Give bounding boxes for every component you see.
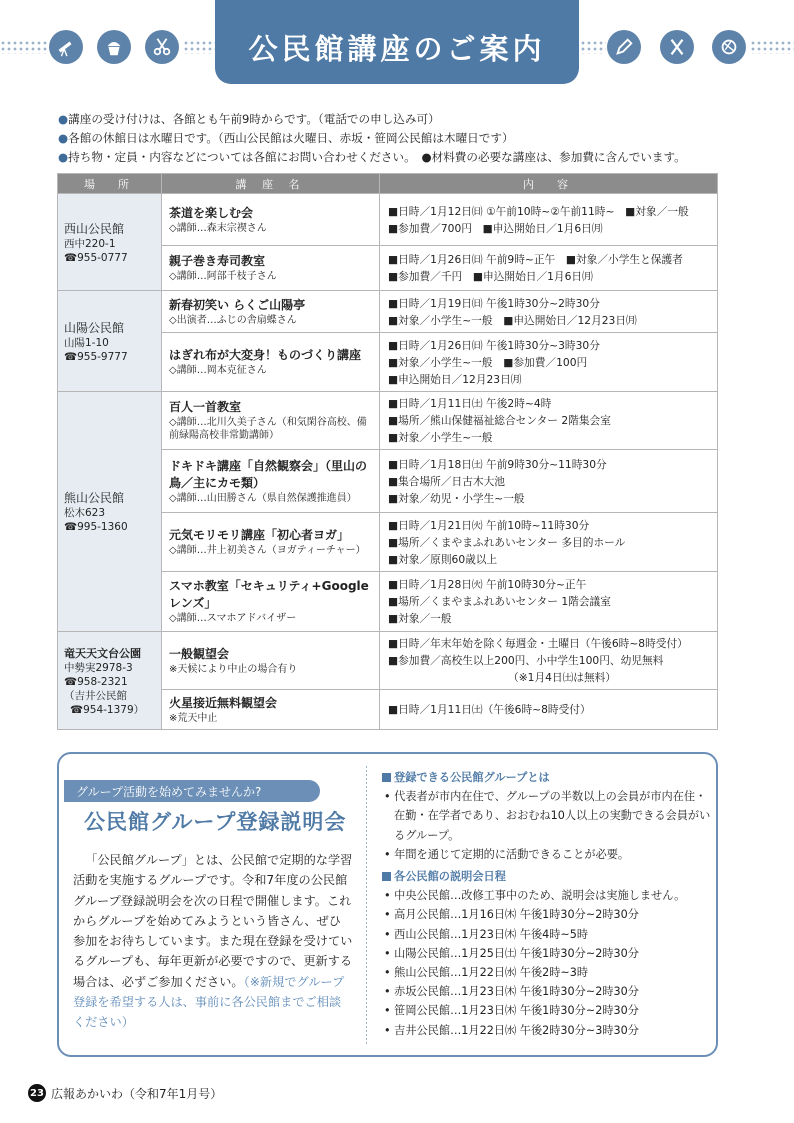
detail-cell: ■日時／1月11日㈯ 午後2時~4時 ■場所／熊山保健福祉総合センター 2階集会室 ■対象／小学生~一般 — [380, 392, 718, 450]
telescope-icon — [49, 30, 83, 64]
detail-cell: ■日時／1月26日㈰ 午前9時~正午 ■対象／小学生と保護者 ■参加費／千円 ■申込開始日／1月6日㈪ — [380, 246, 718, 291]
detail-cell: ■日時／1月12日㈰ ①午前10時~②午前11時~ ■対象／一般 ■参加費／700円 ■申込開始日／1月6日㈪ — [380, 194, 718, 246]
table-header-row — [58, 174, 718, 194]
list-item: • 赤坂公民館…1月23日㈭ 午後1時30分~2時30分 — [384, 985, 639, 999]
detail-cell: ■日時／1月11日㈯（午後6時~8時受付） — [380, 690, 718, 730]
detail-cell: ■日時／1月28日㈫ 午前10時30分~正午 ■場所／くまやまふれあいセンター 1階会議室 ■対象／一般 — [380, 572, 718, 632]
list-item: • 中央公民館…改修工事中のため、説明会は実施しません。 — [384, 889, 686, 903]
course-cell: 茶道を楽しむ会 ◇講師…森末宗禊さん — [162, 194, 380, 246]
group-right-column — [382, 768, 712, 1040]
venue-cell: 竜天天文台公園 中勢実2978-3 ☎958-2321 （吉井公民館 ☎954-1379） — [58, 632, 162, 730]
group-divider — [366, 766, 367, 1044]
column-header: 内 容 — [380, 174, 718, 194]
requirements-heading: 登録できる公民館グループとは — [382, 768, 712, 787]
table-row — [58, 392, 718, 450]
note-item: ●持ち物・定員・内容などについては各館にお問い合わせください。 ●材料費の必要な講座は、参加費に含んでいます。 — [58, 150, 686, 164]
table-row — [58, 632, 718, 690]
venue-cell: 西山公民館 西中220-1 ☎955-0777 — [58, 194, 162, 291]
notes — [58, 110, 758, 167]
list-item: • 西山公民館…1月23日㈭ 午後4時~5時 — [384, 927, 589, 941]
schedule-heading: 各公民館の説明会日程 — [382, 867, 712, 886]
page-footer — [28, 1084, 222, 1102]
publication-name: 広報あかいわ（令和7年1月号） — [51, 1086, 223, 1101]
list-item: • 笹岡公民館…1月23日㈭ 午後1時30分~2時30分 — [384, 1004, 639, 1018]
detail-cell: ■日時／年末年始を除く毎週金・土曜日（午後6時~8時受付） ■参加費／高校生以上200円、小中学生100円、幼児無料 （※1月4日㈯は無料） — [380, 632, 718, 690]
table-row — [58, 291, 718, 333]
detail-cell: ■日時／1月19日㈰ 午後1時30分~2時30分 ■対象／小学生~一般 ■申込開始日／12月23日㈪ — [380, 291, 718, 333]
header-dots-left — [0, 40, 48, 54]
course-cell: 一般観望会 ※天候により中止の場合有り — [162, 632, 380, 690]
course-cell: 百人一首教室 ◇講師…北川久美子さん（和気閑谷高校、備前緑陽高校非常勤講師） — [162, 392, 380, 450]
pencil-icon — [607, 30, 641, 64]
group-body: 「公民館グループ」とは、公民館で定期的な学習活動を実施するグループです。令和7年度の公民館グループ登録説明会を次の日程で開催します。これからグループを始めてみようという皆さん、ぜひ参加をお待ちしています。また現在登録を受けているグループも、毎年更新が必要ですので、更新する場合は、必ずご参加ください。（※新規でグループ登録を希望する人は、事前に各公民館までご相談ください） — [73, 853, 353, 1030]
list-item: • 熊山公民館…1月22日㈬ 午後2時~3時 — [384, 966, 589, 980]
detail-cell: ■日時／1月26日㈰ 午後1時30分~3時30分 ■対象／小学生~一般 ■参加費／100円 ■申込開始日／12月23日㈪ — [380, 333, 718, 392]
column-header: 講 座 名 — [162, 174, 380, 194]
list-item: • 年間を通じて定期的に活動できることが必要。 — [384, 847, 630, 861]
detail-cell: ■日時／1月18日㈯ 午前9時30分~11時30分 ■集合場所／日古木大池 ■対象／幼児・小学生~一般 — [380, 450, 718, 513]
header-dots-mid-left — [183, 40, 215, 54]
course-cell: 火星接近無料観望会 ※荒天中止 — [162, 690, 380, 730]
group-body-note: （※新規でグループ登録を希望する人は、事前に各公民館までご相談ください） — [73, 974, 345, 1030]
course-cell: はぎれ布が大変身！ものづくり講座 ◇講師…岡本克征さん — [162, 333, 380, 392]
detail-cell: ■日時／1月21日㈫ 午前10時~11時30分 ■場所／くまやまふれあいセンター 多目的ホール ■対象／原則60歳以上 — [380, 513, 718, 572]
table-row — [58, 194, 718, 246]
list-item: • 山陽公民館…1月25日㈯ 午後1時30分~2時30分 — [384, 946, 639, 960]
page-title-tab — [215, 0, 579, 84]
course-table — [57, 173, 718, 730]
group-title: 公民館グループ登録説明会 — [84, 810, 347, 834]
cutlery-icon — [660, 30, 694, 64]
note-item: ●講座の受け付けは、各館とも午前9時からです。（電話での申し込み可） — [58, 112, 440, 126]
list-item: • 代表者が市内在住で、グループの半数以上の会員が市内在住・在勤・在学者であり、おおむね10人以上の実動できる会員がいるグループ。 — [384, 790, 711, 842]
list-item: • 高月公民館…1月16日㈭ 午後1時30分~2時30分 — [384, 908, 639, 922]
course-cell: 新春初笑い らくご山陽亭 ◇出演者…ふじの舎扇蝶さん — [162, 291, 380, 333]
column-header: 場 所 — [58, 174, 162, 194]
course-cell: 元気モリモリ講座「初心者ヨガ」 ◇講師…井上初美さん（ヨガティーチャー） — [162, 513, 380, 572]
course-cell: 親子巻き寿司教室 ◇講師…阿部千枝子さん — [162, 246, 380, 291]
scissors-icon — [145, 30, 179, 64]
yarn-icon — [712, 30, 746, 64]
page-number: 23 — [28, 1084, 46, 1102]
page-title: 公民館講座のご案内 — [248, 31, 546, 66]
note-item: ●各館の休館日は水曜日です。（西山公民館は火曜日、赤坂・笹岡公民館は木曜日です） — [58, 131, 514, 145]
header-dots-mid-right — [580, 40, 606, 54]
group-tag: グループ活動を始めてみませんか? — [64, 780, 320, 802]
cupcake-icon — [97, 30, 131, 64]
course-cell: ドキドキ講座「自然観察会」（里山の鳥／主にカモ類） ◇講師…山田勝さん（県自然保護推進員） — [162, 450, 380, 513]
venue-cell: 山陽公民館 山陽1-10 ☎955-9777 — [58, 291, 162, 392]
venue-cell: 熊山公民館 松木623 ☎995-1360 — [58, 392, 162, 632]
list-item: • 吉井公民館…1月22日㈬ 午後2時30分~3時30分 — [384, 1023, 639, 1037]
header-dots-right — [750, 40, 794, 54]
course-cell: スマホ教室「セキュリティ+Googleレンズ」 ◇講師…スマホアドバイザー — [162, 572, 380, 632]
